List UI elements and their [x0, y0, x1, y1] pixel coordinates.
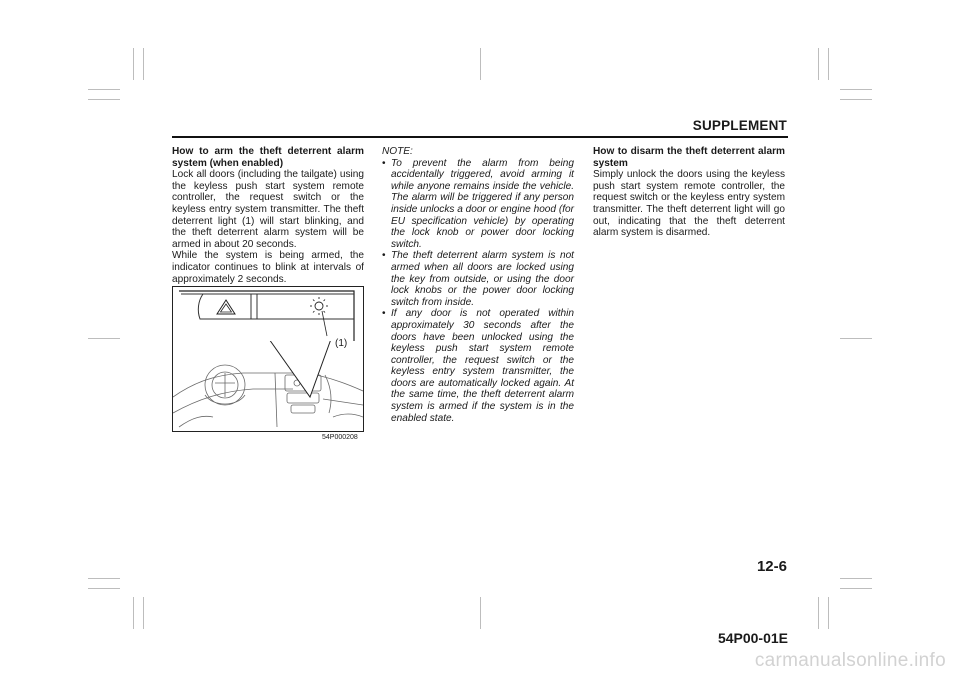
arm-paragraph-1: Lock all doors (including the tailgate) using the keyless push start system remote controller, the request switch or the keyless entry system transmitter. The theft deterrent light (1) will start blinking, and the theft deterrent alarm system will be armed in about 20 seconds.	[172, 169, 364, 250]
crop-mark	[818, 597, 819, 629]
arm-heading: How to arm the theft deterrent alarm system (when enabled)	[172, 146, 364, 169]
crop-mark	[88, 588, 120, 589]
crop-mark	[143, 48, 144, 80]
disarm-heading: How to disarm the theft deterrent alarm system	[593, 146, 785, 169]
crop-mark	[818, 48, 819, 80]
note-text: If any door is not operated within approximately 30 seconds after the doors have been unlocked using the keyless push start system remote controller, the request switch or the keyless entry system transmitter, the doors are automatically locked again. At the same time, the theft deterrent alarm system is armed if the system is in the enabled state.	[391, 308, 574, 424]
column-notes	[382, 146, 574, 424]
watermark: carmanualsonline.info	[754, 650, 946, 671]
crop-mark	[133, 597, 134, 629]
disarm-paragraph: Simply unlock the doors using the keyless push start system remote controller, the request switch or the keyless entry system transmitter. The theft deterrent light will go out, indicating that the theft deterrent alarm system is disarmed.	[593, 169, 785, 239]
header-rule	[172, 136, 788, 138]
crop-mark	[840, 89, 872, 90]
column-arm-instructions	[172, 146, 364, 285]
dashboard-illustration	[172, 286, 364, 432]
crop-mark	[840, 338, 872, 339]
column-disarm-instructions	[593, 146, 785, 239]
note-label: NOTE:	[382, 146, 413, 157]
crop-mark	[480, 597, 481, 629]
crop-mark	[840, 578, 872, 579]
page-number: 12-6	[756, 558, 787, 575]
note-text: The theft deterrent alarm system is not armed when all doors are locked using the key from outside, or using the door lock knobs or the power door locking switch from inside.	[391, 250, 574, 308]
dashboard-drawing	[173, 287, 363, 431]
crop-mark	[88, 89, 120, 90]
note-text: To prevent the alarm from being accidentally triggered, avoid arming it while anyone remains inside the vehicle. The alarm will be triggered if any person inside unlocks a door or engine hood (for EU specification vehicle) by operating the lock knob or power door locking switch.	[391, 157, 574, 250]
crop-mark	[828, 597, 829, 629]
crop-mark	[143, 597, 144, 629]
arm-paragraph-2: While the system is being armed, the indicator continues to blink at intervals of approximately 2 seconds.	[172, 250, 364, 285]
figure-code: 54P000208	[322, 434, 358, 441]
crop-mark	[840, 99, 872, 100]
callout-label: (1)	[335, 338, 348, 349]
list-item: • The theft deterrent alarm system is not armed when all doors are locked using the key from outside, or using the door lock knobs or the power door locking switch from inside.	[382, 250, 574, 308]
crop-mark	[88, 578, 120, 579]
document-code: 54P00-01E	[717, 630, 788, 646]
crop-mark	[88, 338, 120, 339]
list-item: • To prevent the alarm from being accidentally triggered, avoid arming it while anyone remains inside the vehicle. The alarm will be triggered if any person inside unlocks a door or engine hood (for EU specification vehicle) by operating the lock knob or power door locking switch.	[382, 157, 574, 250]
crop-mark	[133, 48, 134, 80]
crop-mark	[480, 48, 481, 80]
crop-mark	[88, 99, 120, 100]
crop-mark	[840, 588, 872, 589]
list-item: • If any door is not operated within approximately 30 seconds after the doors have been unlocked using the keyless push start system remote controller, the request switch or the keyless entry system transmitter, the doors are automatically locked again. At the same time, the theft deterrent alarm system is armed if the system is in the enabled state.	[382, 308, 574, 424]
note-list	[382, 158, 574, 425]
section-title: SUPPLEMENT	[692, 118, 787, 133]
crop-mark	[828, 48, 829, 80]
